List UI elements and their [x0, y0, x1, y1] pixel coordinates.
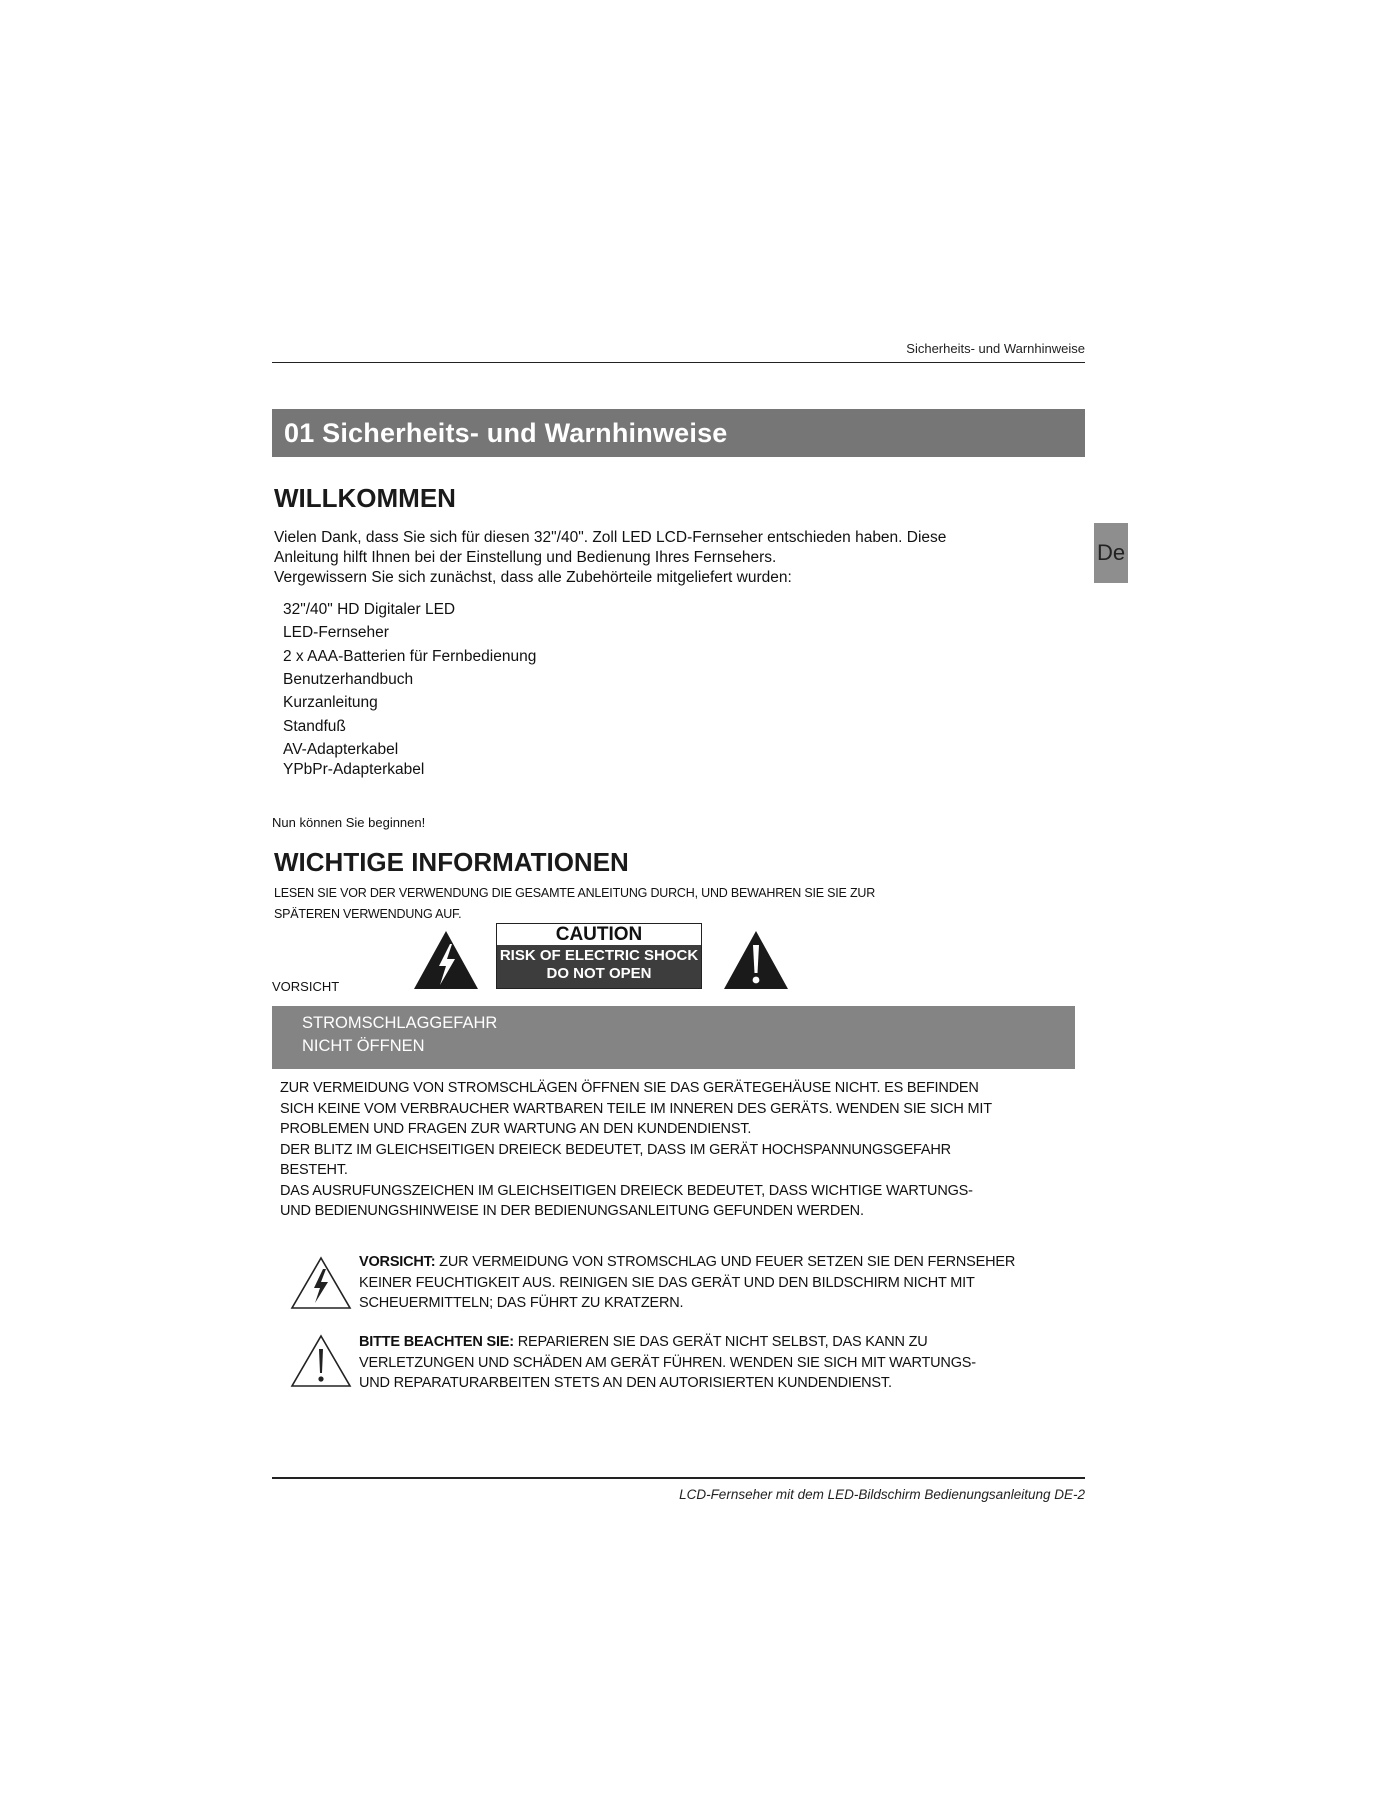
read-line: SPÄTEREN VERWENDUNG AUF. [274, 907, 462, 921]
list-item: LED-Fernseher [283, 624, 389, 641]
safety-line: BESTEHT. [280, 1162, 348, 1178]
safety-line: DER BLITZ IM GLEICHSEITIGEN DREIECK BEDEUTET, DASS IM GERÄT HOCHSPANNUNGSGEFAHR [280, 1141, 951, 1158]
note-attention-text: UND REPARATURARBEITEN STETS AN DEN AUTORISIERTEN KUNDENDIENST. [359, 1375, 892, 1391]
note-attention-text: VERLETZUNGEN UND SCHÄDEN AM GERÄT FÜHREN. WENDEN SIE SICH MIT WARTUNGS- [359, 1354, 976, 1371]
list-item: YPbPr-Adapterkabel [283, 761, 425, 778]
read-line: LESEN SIE VOR DER VERWENDUNG DIE GESAMTE ANLEITUNG DURCH, UND BEWAHREN SIE SIE ZUR [274, 886, 876, 900]
running-head: Sicherheits- und Warnhinweise [906, 341, 1085, 356]
lightning-triangle-icon [412, 929, 480, 991]
list-item: 2 x AAA-Batterien für Fernbedienung [283, 648, 537, 665]
note-attention [359, 1332, 976, 1394]
caution-label [496, 923, 702, 989]
important-heading: WICHTIGE INFORMATIONEN [274, 847, 629, 877]
header-rule [272, 362, 1085, 363]
language-tab: De [1094, 523, 1128, 583]
chapter-bar [272, 409, 1085, 457]
safety-line: SICH KEINE VOM VERBRAUCHER WARTBAREN TEILE IM INNEREN DES GERÄTS. WENDEN SIE SICH MIT [280, 1100, 992, 1117]
welcome-closing: Nun können Sie beginnen! [272, 815, 426, 830]
note-caution [359, 1252, 1015, 1314]
shock-line: NICHT ÖFFNEN [302, 1037, 425, 1055]
shock-line: STROMSCHLAGGEFAHR [302, 1014, 498, 1032]
safety-line: PROBLEMEN UND FRAGEN ZUR WARTUNG AN DEN KUNDENDIENST. [280, 1121, 752, 1137]
exclamation-triangle-icon [722, 929, 790, 991]
lightning-triangle-icon [289, 1255, 353, 1311]
safety-explanation [280, 1078, 992, 1222]
note-caution-text: SCHEUERMITTELN; DAS FÜHRT ZU KRATZERN. [359, 1295, 684, 1311]
chapter-title: 01 Sicherheits- und Warnhinweise [284, 418, 728, 448]
list-item: Benutzerhandbuch [283, 671, 414, 688]
note-attention-text: REPARIEREN SIE DAS GERÄT NICHT SELBST, DAS KANN ZU [513, 1334, 928, 1350]
welcome-line: Anleitung hilft Ihnen bei der Einstellung und Bedienung Ihres Fernsehers. [274, 549, 777, 566]
list-item: Standfuß [283, 718, 346, 735]
welcome-line: Vergewissern Sie sich zunächst, dass alle Zubehörteile mitgeliefert wurden: [274, 569, 792, 586]
caution-label-warning [497, 945, 701, 988]
note-caution-text: KEINER FEUCHTIGKEIT AUS. REINIGEN SIE DAS GERÄT UND DEN BILDSCHIRM NICHT MIT [359, 1274, 975, 1291]
page-footer: LCD-Fernseher mit dem LED-Bildschirm Bedienungsanleitung DE-2 [679, 1487, 1085, 1502]
safety-line: DAS AUSRUFUNGSZEICHEN IM GLEICHSEITIGEN DREIECK BEDEUTET, DASS WICHTIGE WARTUNGS- [280, 1182, 973, 1199]
list-item: Kurzanleitung [283, 694, 378, 711]
note-caution-text: ZUR VERMEIDUNG VON STROMSCHLAG UND FEUER SETZEN SIE DEN FERNSEHER [435, 1254, 1016, 1270]
caution-line: RISK OF ELECTRIC SHOCK [499, 947, 699, 964]
note-caution-label: VORSICHT: [359, 1254, 436, 1270]
list-item: AV-Adapterkabel [283, 741, 399, 758]
welcome-heading: WILLKOMMEN [274, 483, 456, 513]
caution-label-title: CAUTION [555, 924, 643, 945]
vorsicht-label: VORSICHT [272, 979, 340, 994]
list-item: 32"/40" HD Digitaler LED [283, 601, 456, 618]
safety-line: UND BEDIENUNGSHINWEISE IN DER BEDIENUNGSANLEITUNG GEFUNDEN WERDEN. [280, 1203, 864, 1219]
welcome-line: Vielen Dank, dass Sie sich für diesen 32"/40". Zoll LED LCD-Fernseher entschieden haben. Diese [274, 529, 947, 546]
caution-line: DO NOT OPEN [546, 965, 652, 982]
exclamation-triangle-icon [289, 1333, 353, 1389]
safety-line: ZUR VERMEIDUNG VON STROMSCHLÄGEN ÖFFNEN SIE DAS GERÄTEGEHÄUSE NICHT. ES BEFINDEN [280, 1080, 979, 1096]
note-attention-label: BITTE BEACHTEN SIE: [359, 1334, 514, 1350]
shock-warning-bar [272, 1006, 1075, 1069]
read-instructions [274, 883, 875, 925]
welcome-intro [274, 528, 994, 588]
footer-rule [272, 1477, 1085, 1479]
